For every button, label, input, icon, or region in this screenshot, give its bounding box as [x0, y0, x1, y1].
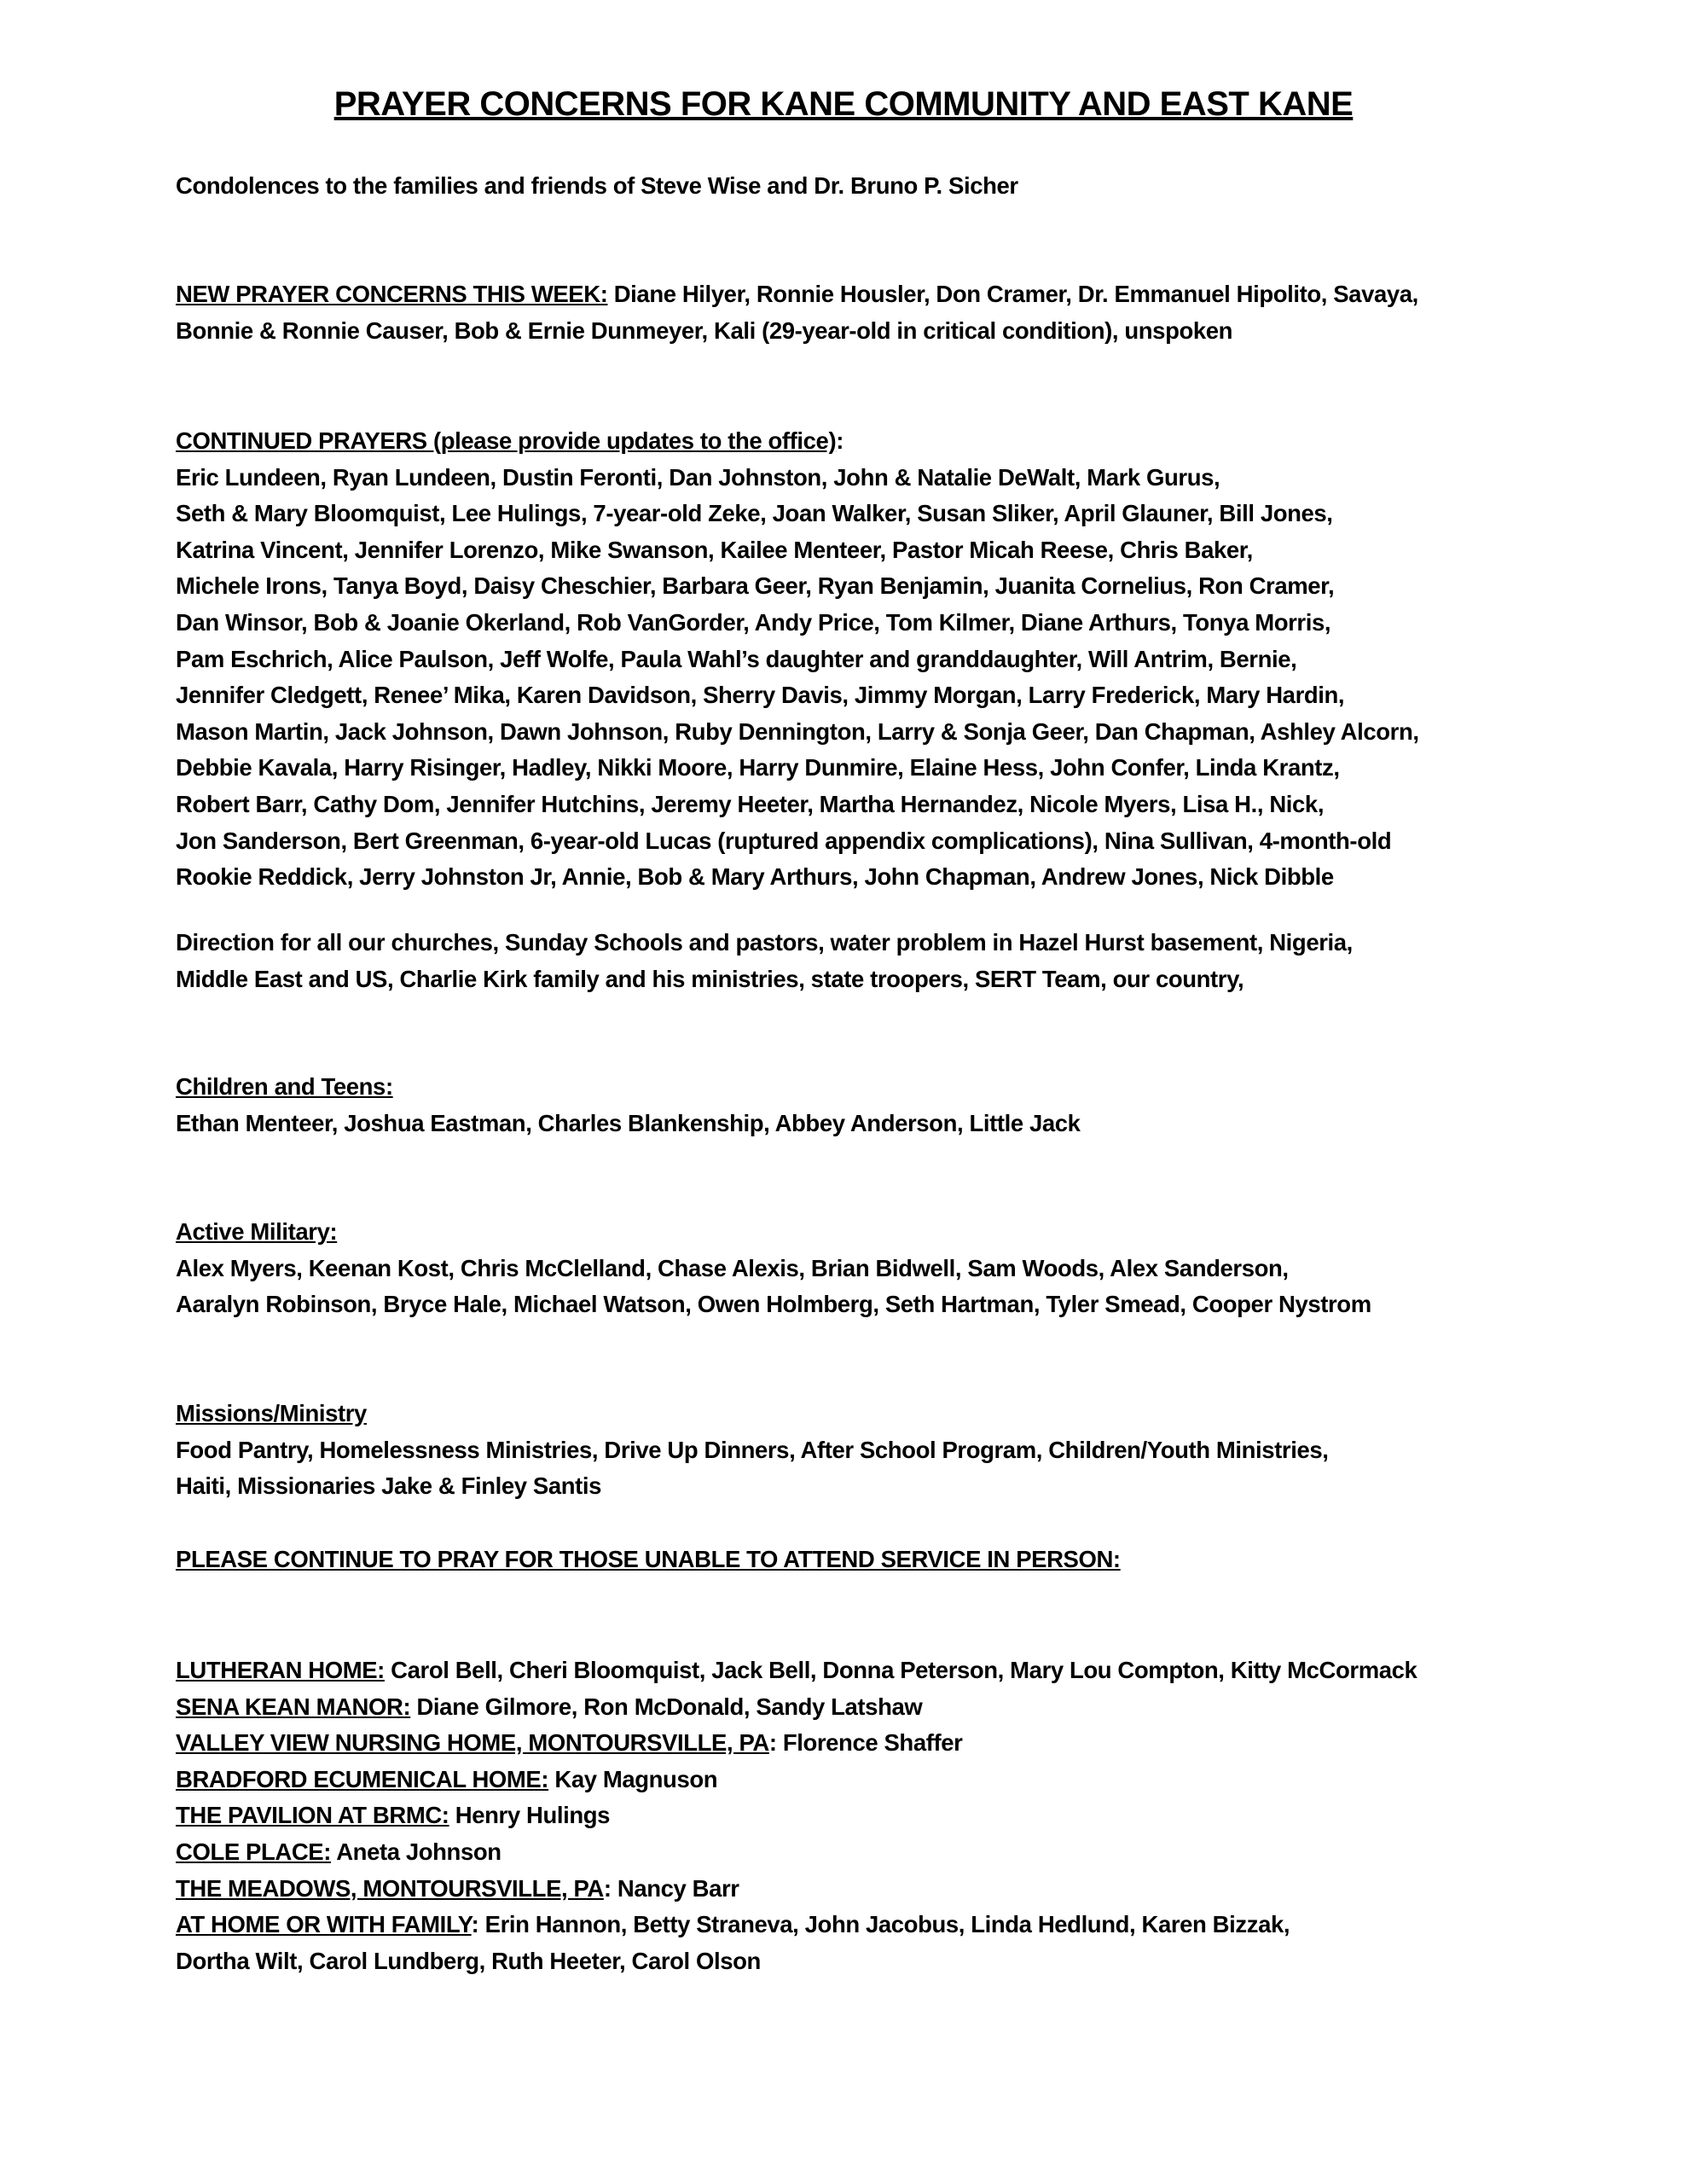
continued-line: Katrina Vincent, Jennifer Lorenzo, Mike Swanson, Kailee Menteer, Pastor Micah Reese, Chris Baker,	[176, 536, 1253, 563]
children-line: Ethan Menteer, Joshua Eastman, Charles Blankenship, Abbey Anderson, Little Jack	[176, 1109, 1081, 1136]
children-heading: Children and Teens:	[176, 1073, 393, 1100]
new-concerns-heading: NEW PRAYER CONCERNS THIS WEEK:	[176, 281, 608, 307]
place-residents: Carol Bell, Cheri Bloomquist, Jack Bell, Donna Peterson, Mary Lou Compton, Kitty McCormack	[384, 1657, 1417, 1683]
direction-line: Middle East and US, Charlie Kirk family and his ministries, state troopers, SERT Team, our country,	[176, 965, 1244, 992]
place-line	[176, 1834, 1417, 1871]
place-residents: : Erin Hannon, Betty Straneva, John Jacobus, Linda Hedlund, Karen Bizzak,	[471, 1911, 1290, 1938]
military-heading: Active Military:	[176, 1218, 338, 1245]
new-concerns-line: Diane Hilyer, Ronnie Housler, Don Cramer, Dr. Emmanuel Hipolito, Savaya,	[607, 281, 1418, 307]
place-name: AT HOME OR WITH FAMILY	[176, 1911, 472, 1938]
continued-line: Jennifer Cledgett, Renee’ Mika, Karen Davidson, Sherry Davis, Jimmy Morgan, Larry Frederick, Mary Hardin,	[176, 682, 1345, 709]
place-name: BRADFORD ECUMENICAL HOME:	[176, 1765, 549, 1792]
missions-heading: Missions/Ministry	[176, 1400, 367, 1426]
continued-line: Michele Irons, Tanya Boyd, Daisy Cheschier, Barbara Geer, Ryan Benjamin, Juanita Cornelius, Ron Cramer,	[176, 572, 1335, 600]
place-line	[176, 1871, 1417, 1908]
place-residents: Kay Magnuson	[548, 1765, 718, 1792]
place-line	[176, 1653, 1417, 1689]
continued-line: Seth & Mary Bloomquist, Lee Hulings, 7-year-old Zeke, Joan Walker, Susan Sliker, April Glauner, Bill Jones,	[176, 500, 1333, 527]
place-name: SENA KEAN MANOR:	[176, 1693, 411, 1720]
continued-line: Eric Lundeen, Ryan Lundeen, Dustin Feronti, Dan Johnston, John & Natalie DeWalt, Mark Gurus,	[176, 463, 1220, 491]
new-concerns-line: Bonnie & Ronnie Causer, Bob & Ernie Dunmeyer, Kali (29-year-old in critical condition), unspoken	[176, 317, 1233, 344]
place-name: THE MEADOWS, MONTOURSVILLE, PA	[176, 1874, 604, 1902]
place-name: COLE PLACE:	[176, 1838, 331, 1865]
place-residents: Aneta Johnson	[331, 1838, 501, 1865]
continued-line: Debbie Kavala, Harry Risinger, Hadley, Nikki Moore, Harry Dunmire, Elaine Hess, John Confer, Linda Krantz,	[176, 754, 1340, 781]
colon: :	[836, 427, 844, 454]
continued-line: Robert Barr, Cathy Dom, Jennifer Hutchins, Jeremy Heeter, Martha Hernandez, Nicole Myers, Lisa H., Nick,	[176, 790, 1325, 817]
military-line: Alex Myers, Keenan Kost, Chris McClelland, Chase Alexis, Brian Bidwell, Sam Woods, Alex Sanderson,	[176, 1254, 1289, 1281]
place-name: LUTHERAN HOME:	[176, 1657, 385, 1683]
place-name: THE PAVILION AT BRMC:	[176, 1802, 449, 1829]
continued-line: Rookie Reddick, Jerry Johnston Jr, Annie, Bob & Mary Arthurs, John Chapman, Andrew Jones, Nick Dibble	[176, 863, 1334, 891]
unable-heading: PLEASE CONTINUE TO PRAY FOR THOSE UNABLE TO ATTEND SERVICE IN PERSON:	[176, 1546, 1121, 1572]
place-residents: Henry Hulings	[449, 1802, 611, 1829]
missions-line: Haiti, Missionaries Jake & Finley Santis	[176, 1472, 602, 1500]
continued-line: Mason Martin, Jack Johnson, Dawn Johnson, Ruby Dennington, Larry & Sonja Geer, Dan Chapman, Ashley Alcorn,	[176, 717, 1419, 745]
place-line	[176, 1907, 1417, 1943]
military-line: Aaralyn Robinson, Bryce Hale, Michael Watson, Owen Holmberg, Seth Hartman, Tyler Smead, Cooper Nystrom	[176, 1291, 1371, 1318]
missions-section	[176, 1396, 1329, 1505]
place-residents: Diane Gilmore, Ron McDonald, Sandy Latshaw	[410, 1693, 923, 1720]
place-line	[176, 1798, 1417, 1834]
children-section	[176, 1069, 1081, 1141]
direction-line: Direction for all our churches, Sunday Schools and pastors, water problem in Hazel Hurst basement, Nigeria,	[176, 929, 1353, 956]
place-line	[176, 1762, 1417, 1798]
place-residents: : Florence Shaffer	[768, 1729, 963, 1757]
direction-concerns	[176, 925, 1353, 997]
unable-heading-block	[176, 1542, 1121, 1578]
continued-line: Jon Sanderson, Bert Greenman, 6-year-old Lucas (ruptured appendix complications), Nina Sullivan, 4-month-old	[176, 827, 1392, 854]
place-residents: : Nancy Barr	[603, 1874, 739, 1902]
continued-heading: CONTINUED PRAYERS (please provide updates to the office)	[176, 427, 837, 454]
place-line: Dortha Wilt, Carol Lundberg, Ruth Heeter, Carol Olson	[176, 1947, 761, 1974]
military-section	[176, 1214, 1371, 1323]
unable-places	[176, 1653, 1417, 1979]
place-name: VALLEY VIEW NURSING HOME, MONTOURSVILLE, PA	[176, 1729, 769, 1757]
place-line	[176, 1725, 1417, 1762]
new-prayer-concerns	[176, 276, 1418, 349]
continued-line: Pam Eschrich, Alice Paulson, Jeff Wolfe, Paula Wahl’s daughter and granddaughter, Will Antrim, Bernie,	[176, 645, 1297, 672]
place-line	[176, 1689, 1417, 1726]
continued-prayers	[176, 423, 1419, 896]
continued-line: Dan Winsor, Bob & Joanie Okerland, Rob VanGorder, Andy Price, Tom Kilmer, Diane Arthurs, Tonya Morris,	[176, 608, 1331, 636]
missions-line: Food Pantry, Homelessness Ministries, Drive Up Dinners, After School Program, Children/Youth Ministries,	[176, 1436, 1329, 1463]
page-title: PRAYER CONCERNS FOR KANE COMMUNITY AND EAST KANE	[333, 85, 1354, 123]
condolences: Condolences to the families and friends of Steve Wise and Dr. Bruno P. Sicher	[176, 172, 1018, 199]
